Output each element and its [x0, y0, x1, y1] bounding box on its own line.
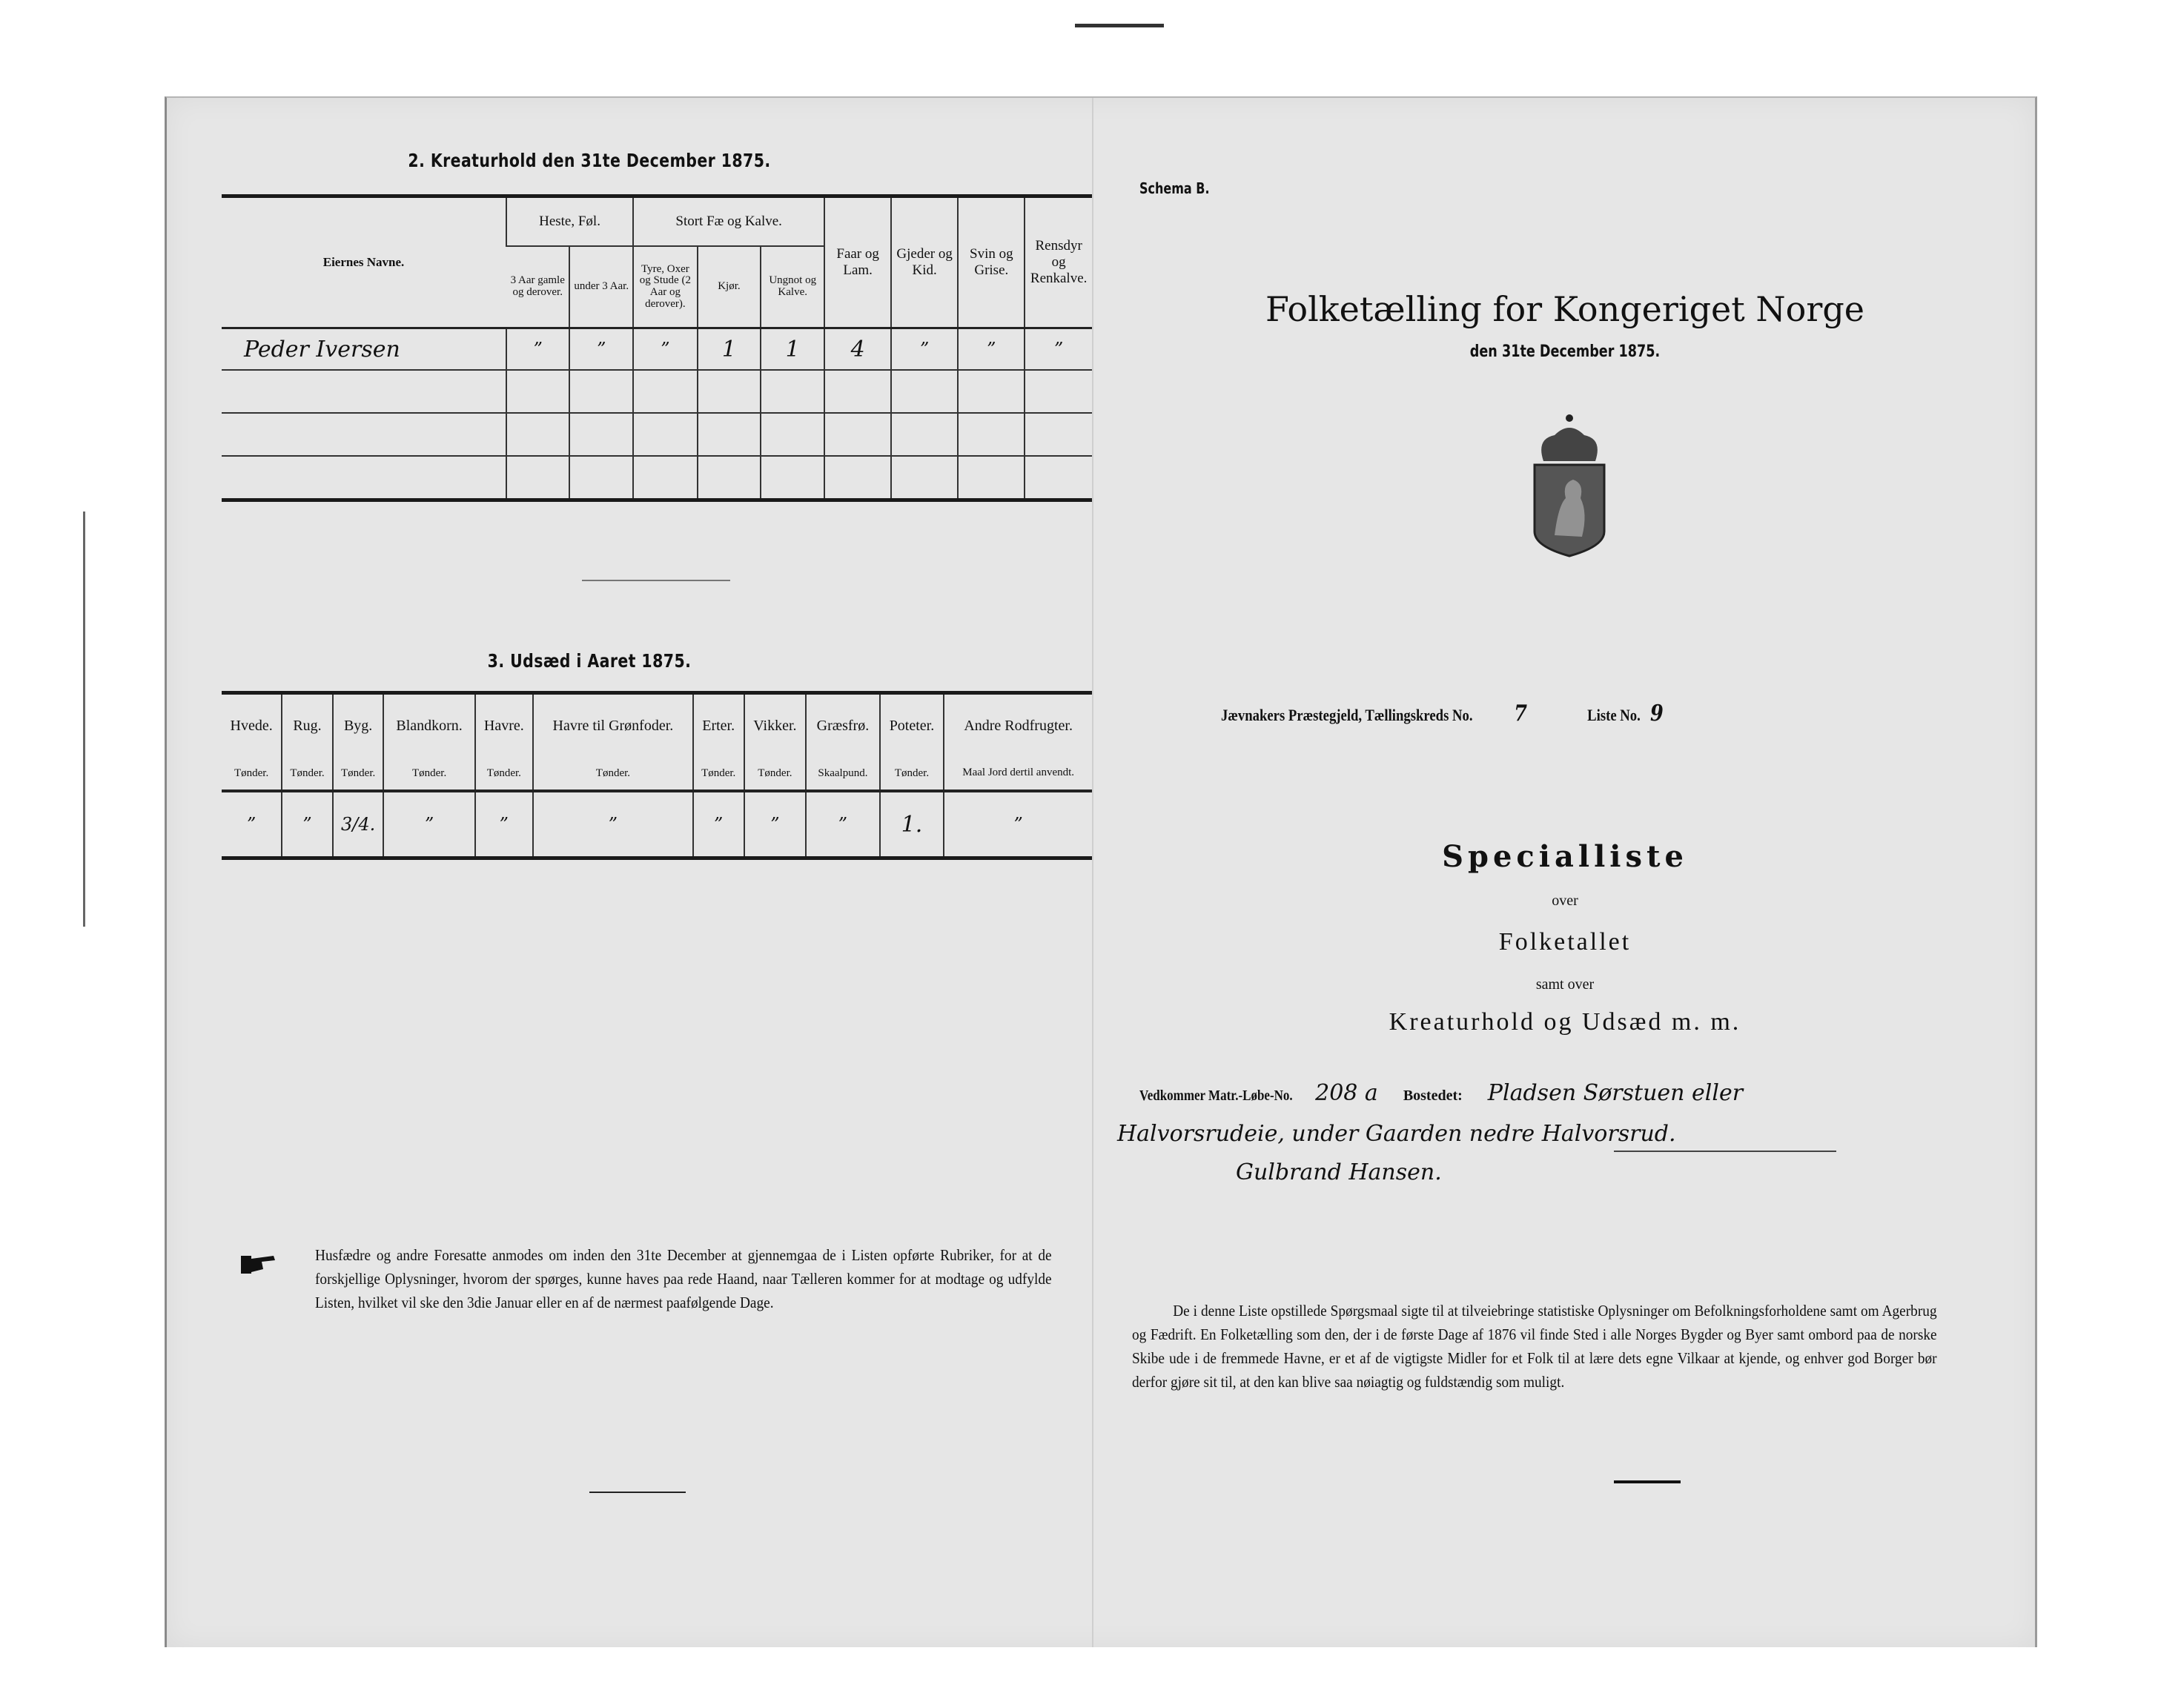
- bosted-line-2: Halvorsrudeie, under Gaarden nedre Halvorsrud.: [1117, 1121, 1676, 1147]
- divider: [582, 580, 730, 581]
- specialliste-heading: Specialliste: [1442, 839, 1688, 874]
- header-andre-rodfrugter: Andre Rodfrugter.: [944, 693, 1092, 758]
- folketallet-label: Folketallet: [1498, 928, 1632, 956]
- pointing-hand-icon: [241, 1253, 278, 1275]
- district-number: 7: [1514, 701, 1527, 726]
- owner-name: Peder Iversen: [244, 336, 400, 363]
- cell-cattle-bulls: ”: [633, 328, 698, 371]
- parish-line: [1221, 701, 1664, 726]
- cell-hvede: ”: [246, 814, 257, 835]
- bosted-label: Bostedet:: [1403, 1088, 1463, 1104]
- header-havre-gronfoder: Havre til Grønfoder.: [533, 693, 693, 758]
- unit-erter: Tønder.: [693, 757, 744, 791]
- header-cattle-young: Ungnot og Kalve.: [761, 246, 824, 328]
- list-label: Liste No.: [1587, 706, 1641, 724]
- cell-blandkorn: ”: [383, 791, 474, 858]
- schema-label: Schema B.: [1139, 179, 1210, 197]
- seed-table: [222, 691, 1092, 860]
- header-cattle-cows: Kjør.: [698, 246, 761, 328]
- cell-rug: ”: [282, 791, 333, 858]
- cell-pigs: ”: [958, 328, 1025, 371]
- header-erter: Erter.: [693, 693, 744, 758]
- cell-reindeer: ”: [1025, 328, 1092, 371]
- cell-havre: ”: [475, 791, 533, 858]
- table-row: [222, 791, 1092, 858]
- divider: [589, 1492, 686, 1493]
- table-row: [222, 328, 1092, 371]
- divider: [1614, 1151, 1836, 1152]
- header-vikker: Vikker.: [744, 693, 807, 758]
- header-pigs: Svin og Grise.: [958, 196, 1025, 328]
- census-date: den 31te December 1875.: [1469, 342, 1661, 361]
- header-blandkorn: Blandkorn.: [383, 693, 474, 758]
- header-rug: Rug.: [282, 693, 333, 758]
- unit-rug: Tønder.: [282, 757, 333, 791]
- header-cattle-bulls: Tyre, Oxer og Stude (2 Aar og derover).: [633, 246, 698, 328]
- subheading: Kreaturhold og Udsæd m. m.: [1389, 1008, 1741, 1036]
- bosted-line-1: Pladsen Sørstuen eller: [1487, 1080, 1744, 1106]
- header-havre: Havre.: [475, 693, 533, 758]
- divider: [1614, 1480, 1681, 1483]
- left-page: [167, 98, 1092, 1647]
- census-title: Folketælling for Kongeriget Norge: [1265, 289, 1864, 329]
- bosted-line-3: Gulbrand Hansen.: [1236, 1159, 1442, 1185]
- unit-havre-gronfoder: Tønder.: [533, 757, 693, 791]
- cell-andre-rodfrugter: ”: [944, 791, 1092, 858]
- cell-goats: ”: [891, 328, 958, 371]
- cell-byg: 3/4.: [333, 791, 384, 858]
- cell-horses-young: ”: [569, 328, 633, 371]
- header-reindeer: Rensdyr og Renkalve.: [1025, 196, 1092, 328]
- census-sheet: [165, 96, 2037, 1647]
- unit-havre: Tønder.: [475, 757, 533, 791]
- matr-label: Vedkommer Matr.-Løbe-No.: [1139, 1088, 1293, 1104]
- section2-title: 2. Kreaturhold den 31te December 1875.: [408, 150, 771, 171]
- right-page: [1095, 98, 2035, 1647]
- scan-mark: [1075, 24, 1164, 27]
- livestock-table: [222, 194, 1092, 502]
- cell-sheep: 4: [824, 328, 891, 371]
- scan-edge-mark: [83, 512, 85, 927]
- unit-graesfro: Skaalpund.: [806, 757, 879, 791]
- unit-vikker: Tønder.: [744, 757, 807, 791]
- section3-title: 3. Udsæd i Aaret 1875.: [487, 650, 692, 672]
- unit-blandkorn: Tønder.: [383, 757, 474, 791]
- matr-number: 208 a: [1315, 1080, 1378, 1106]
- header-byg: Byg.: [333, 693, 384, 758]
- notice-text: Husfædre og andre Foresatte anmodes om inden den 31te December at gjennemgaa de i Listen opførte Rubriker, for at de forskjellige Oplysninger, hvorom der spørges, kunne haves paa rede Haand, naar Tælleren kommer for at modtage og udfylde Listen, hvilket vil ske den 3die Januar eller en af de nærmest paafølgende Dage.: [315, 1246, 1052, 1311]
- unit-byg: Tønder.: [333, 757, 384, 791]
- cell-vikker: ”: [744, 791, 807, 858]
- header-horses-young: under 3 Aar.: [569, 246, 633, 328]
- table-row-empty: [222, 413, 1092, 456]
- over-label: over: [1552, 893, 1578, 909]
- header-goats: Gjeder og Kid.: [891, 196, 958, 328]
- info-paragraph: De i denne Liste opstillede Spørgsmaal sigte til at tilveiebringe statistiske Oplysninger om Befolkningsforholdene samt om Agerbrug og Fædrift. En Folketælling som den, der i de første Dage af 1876 vil finde Sted i alle Norges Bygder og Byer samt ombord paa de norske Skibe ude i de fremmede Havne, er et af de vigtigste Midler for et Folk til at lære dets egne Vilkaar at kjende, og enhver god Borger bør derfor gjøre sit til, at den kan blive saa nøiagtig og fuldstændig som muligt.: [1132, 1302, 1937, 1391]
- header-owner: Eiernes Navne.: [322, 255, 405, 269]
- header-cattle: Stort Fæ og Kalve.: [633, 196, 824, 247]
- header-sheep: Faar og Lam.: [824, 196, 891, 328]
- header-poteter: Poteter.: [880, 693, 944, 758]
- matr-line: [1139, 1080, 1743, 1106]
- cell-havre-gronfoder: ”: [533, 791, 693, 858]
- cell-cattle-cows: 1: [698, 328, 761, 371]
- unit-hvede: Tønder.: [234, 767, 269, 779]
- header-horses: Heste, Føl.: [506, 196, 633, 247]
- list-number: 9: [1650, 701, 1664, 726]
- header-hvede: Hvede.: [230, 717, 273, 734]
- cell-poteter: 1.: [880, 791, 944, 858]
- unit-poteter: Tønder.: [880, 757, 944, 791]
- unit-andre-rodfrugter: Maal Jord dertil anvendt.: [944, 757, 1092, 791]
- header-graesfro: Græsfrø.: [806, 693, 879, 758]
- coat-of-arms-icon: [1529, 409, 1610, 561]
- cell-cattle-young: 1: [761, 328, 824, 371]
- table-row-empty: [222, 456, 1092, 500]
- samt-over-label: samt over: [1535, 976, 1595, 993]
- header-horses-old: 3 Aar gamle og derover.: [506, 246, 569, 328]
- cell-horses-old: ”: [506, 328, 569, 371]
- cell-erter: ”: [693, 791, 744, 858]
- table-row-empty: [222, 370, 1092, 413]
- cell-graesfro: ”: [806, 791, 879, 858]
- page-fold: [1092, 98, 1093, 1647]
- parish-label: Jævnakers Præstegjeld, Tællingskreds No.: [1221, 706, 1473, 724]
